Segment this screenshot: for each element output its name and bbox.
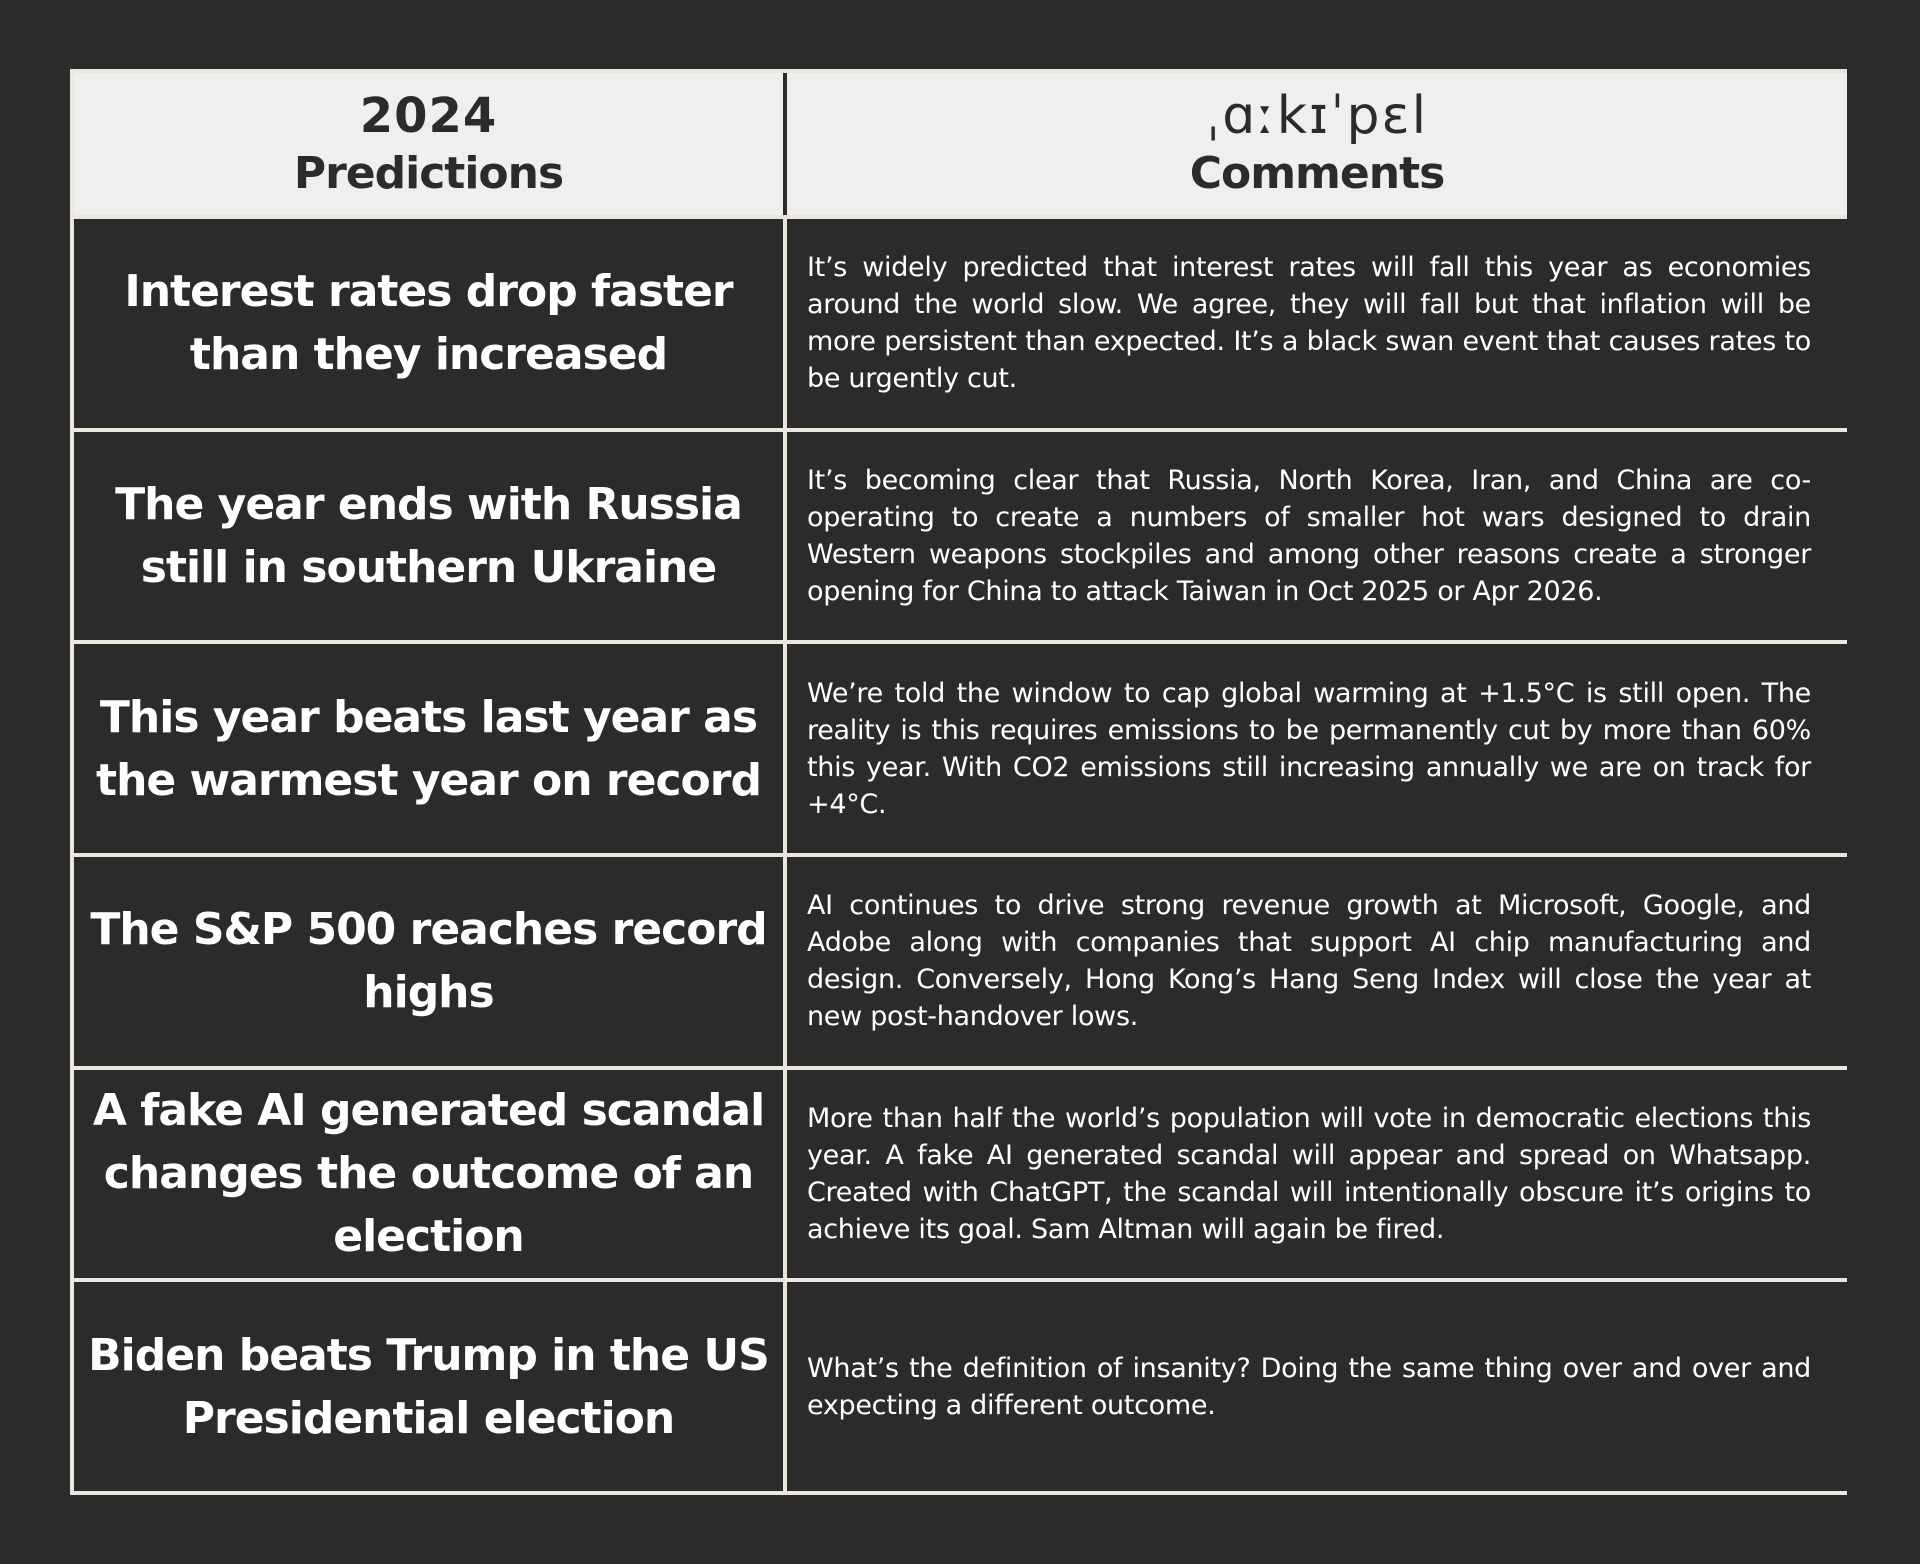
header-comments-label: Comments [1189,148,1445,199]
comment-text: It’s becoming clear that Russia, North Korea, Iran, and China are co-operating to create a numbers of smaller hot wars designed to drain Western weapons stockpiles and among other reasons create a stronger opening for China to attack Taiwan in Oct 2025 or Apr 2026. [807,464,1811,607]
comment-cell [787,1070,1847,1279]
comment-cell [787,857,1847,1066]
predictions-header [74,73,787,215]
comment-cell [787,1282,1847,1491]
comment-cell [787,432,1847,641]
comment-text: It’s widely predicted that interest rates will fall this year as economies around the world slow. We agree, they will fall but that inflation will be more persistent than expected. It’s a black swan event that causes rates to be urgently cut. [807,252,1811,395]
prediction-cell: A fake AI generated scandal changes the outcome of an election [74,1070,783,1279]
prediction-cell: Interest rates drop faster than they increased [74,219,783,428]
prediction-cell: This year beats last year as the warmest year on record [74,644,783,853]
comment-cell [787,219,1847,428]
comments-header [787,73,1847,215]
header-predictions-label: Predictions [293,148,564,199]
prediction-cell: The S&P 500 reaches record highs [74,857,783,1066]
prediction-cell: The year ends with Russia still in southern Ukraine [74,432,783,641]
prediction-cell: Biden beats Trump in the US Presidential election [74,1282,783,1491]
header-year: 2024 [359,88,498,144]
comment-text: What’s the definition of insanity? Doing the same thing over and over and expecting a different outcome. [807,1352,1811,1421]
brand-wordmark: ˌɑːkɪˈpɛl [1205,86,1429,146]
comment-text: We’re told the window to cap global warming at +1.5°C is still open. The reality is this requires emissions to be permanently cut by more than 60% this year. With CO2 emissions still increasing annually we are on track for +4°C. [807,677,1811,820]
comment-text: More than half the world’s population will vote in democratic elections this year. A fake AI generated scandal will appear and spread on Whatsapp. Created with ChatGPT, the scandal will intentionally obscure it’s origins to achieve its goal. Sam Altman will again be fired. [807,1102,1811,1245]
comment-text: AI continues to drive strong revenue growth at Microsoft, Google, and Adobe along with companies that support AI chip manufacturing and design. Conversely, Hong Kong’s Hang Seng Index will close the year at new post-handover lows. [807,890,1811,1033]
predictions-table [70,69,1847,1495]
comment-cell [787,644,1847,853]
